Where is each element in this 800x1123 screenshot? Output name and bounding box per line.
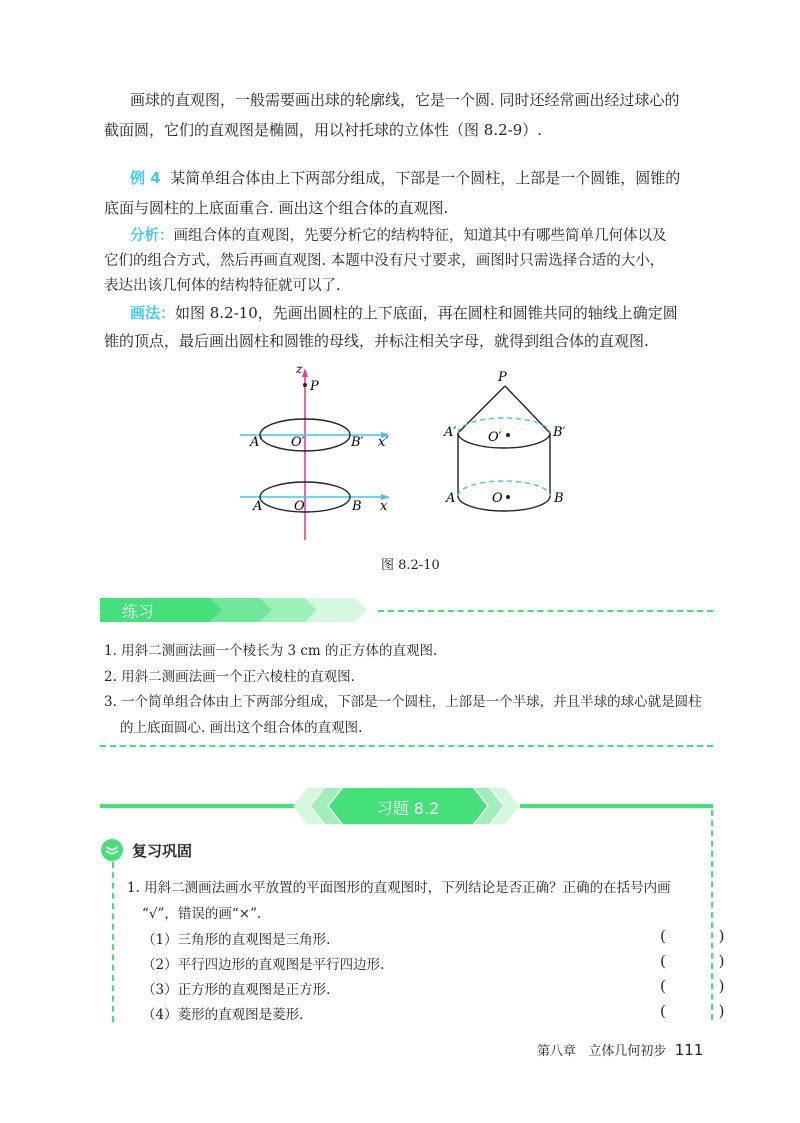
z-axis-arrow: [302, 368, 308, 377]
footer: [537, 1040, 703, 1059]
method-line-2: 锥的顶点，最后画出圆柱和圆锥的母线，并标注相关字母，就得到组合体的直观图.: [104, 332, 649, 350]
upper-ellipse-back: [458, 418, 550, 433]
cone-generatrix-left: [458, 386, 505, 433]
label-O-left: O: [294, 499, 305, 514]
example-4-label: 例 4: [130, 169, 161, 187]
lower-ellipse-front: [458, 496, 550, 511]
practice-bottom-dashes: [100, 745, 713, 747]
answer-blank-2[interactable]: ( ): [660, 952, 749, 970]
answer-blank-3[interactable]: ( ): [660, 977, 749, 995]
footer-chapter: 第八章: [537, 1044, 577, 1059]
section-title: 复习巩固: [132, 842, 193, 860]
page-number: 111: [674, 1041, 704, 1059]
practice-title: 练习: [122, 602, 155, 621]
label-A-prime-right: A′: [444, 425, 457, 440]
review-icon: [100, 838, 124, 862]
label-B-left: B: [352, 499, 362, 514]
question-1-part-2: （2）平行四边形的直观图是平行四边形.: [142, 957, 385, 973]
method-label: 画法：: [130, 304, 176, 322]
question-1-part-1: （1）三角形的直观图是三角形.: [142, 932, 331, 948]
practice-item-2: 2. 用斜二测画法画一个正六棱柱的直观图.: [104, 669, 355, 685]
label-B-right: B: [554, 491, 564, 506]
label-A-right: A: [446, 491, 456, 506]
practice-item-1: 1. 用斜二测画法画一个棱长为 3 cm 的正方体的直观图.: [104, 643, 438, 659]
example-4-line-2: 底面与圆柱的上底面重合. 画出这个组合体的直观图.: [104, 199, 449, 217]
label-x-prime: x′: [378, 435, 389, 450]
practice-top-dashes: [378, 610, 713, 612]
lower-ellipse-back: [458, 481, 550, 496]
intro-line-1: 画球的直观图，一般需要画出球的轮廓线，它是一个圆. 同时还经常画出经过球心的: [130, 91, 680, 109]
analysis-text-1: 画组合体的直观图，先要分析它的结构特征，知道其中有哪些简单几何体以及: [173, 228, 667, 244]
label-B-prime-right: B′: [553, 425, 566, 440]
exercise-rule-right: [520, 804, 713, 808]
figure-caption: 图 8.2-10: [381, 558, 440, 573]
answer-blank-4[interactable]: ( ): [660, 1002, 749, 1020]
question-1-part-3: （3）正方形的直观图是正方形.: [142, 982, 331, 998]
intro-line-2: 截面圆，它们的直观图是椭圆，用以衬托球的立体性（图 8.2-9）.: [104, 121, 543, 139]
answer-blank-1[interactable]: ( ): [660, 927, 749, 945]
practice-item-3-cont: 的上底面圆心. 画出这个组合体的直观图.: [120, 720, 363, 736]
label-A-prime-left: A′: [250, 435, 263, 450]
section-left-border: [112, 862, 114, 1022]
method-text-1: 如图 8.2-10，先画出圆柱的上下底面，再在圆柱和圆锥共同的轴线上确定圆: [175, 304, 678, 322]
footer-chapter-title: 立体几何初步: [588, 1044, 667, 1059]
question-1-part-4: （4）菱形的直观图是菱形.: [142, 1007, 304, 1023]
analysis-line-2: 它们的组合方式，然后再画直观图. 本题中没有尺寸要求，画图时只需选择合适的大小，: [104, 253, 665, 269]
label-P-right: P: [498, 370, 507, 385]
question-1-line-1: 1. 用斜二测画法画水平放置的平面图形的直观图时，下列结论是否正确？正确的在括号内画: [127, 880, 671, 896]
label-x: x: [380, 499, 388, 514]
center-O-prime: [506, 433, 510, 437]
point-P-left: [303, 383, 307, 387]
label-O-right: O: [492, 491, 503, 506]
label-O-prime-right: O′: [488, 430, 502, 445]
label-B-prime-left: B′: [351, 435, 364, 450]
practice-item-3: 3. 一个简单组合体由上下两部分组成，下部是一个圆柱，上部是一个半球，并且半球的球心就是圆柱: [104, 694, 702, 710]
exercise-title: 习题 8.2: [376, 799, 440, 818]
label-A-left: A: [253, 499, 263, 514]
label-z: z: [296, 362, 303, 376]
upper-ellipse-front: [458, 433, 550, 448]
label-P-left: P: [310, 379, 319, 394]
question-1-line-2: “√”，错误的画“×”.: [142, 906, 262, 922]
label-O-prime-left: O′: [291, 435, 305, 450]
analysis-line-3: 表达出该几何体的结构特征就可以了.: [104, 278, 341, 294]
center-O: [506, 495, 510, 499]
example-4-text-1: 某简单组合体由上下两部分组成，下部是一个圆柱，上部是一个圆锥，圆锥的: [170, 169, 681, 187]
analysis-label: 分析：: [130, 228, 174, 244]
exercise-rule-left: [100, 804, 295, 808]
